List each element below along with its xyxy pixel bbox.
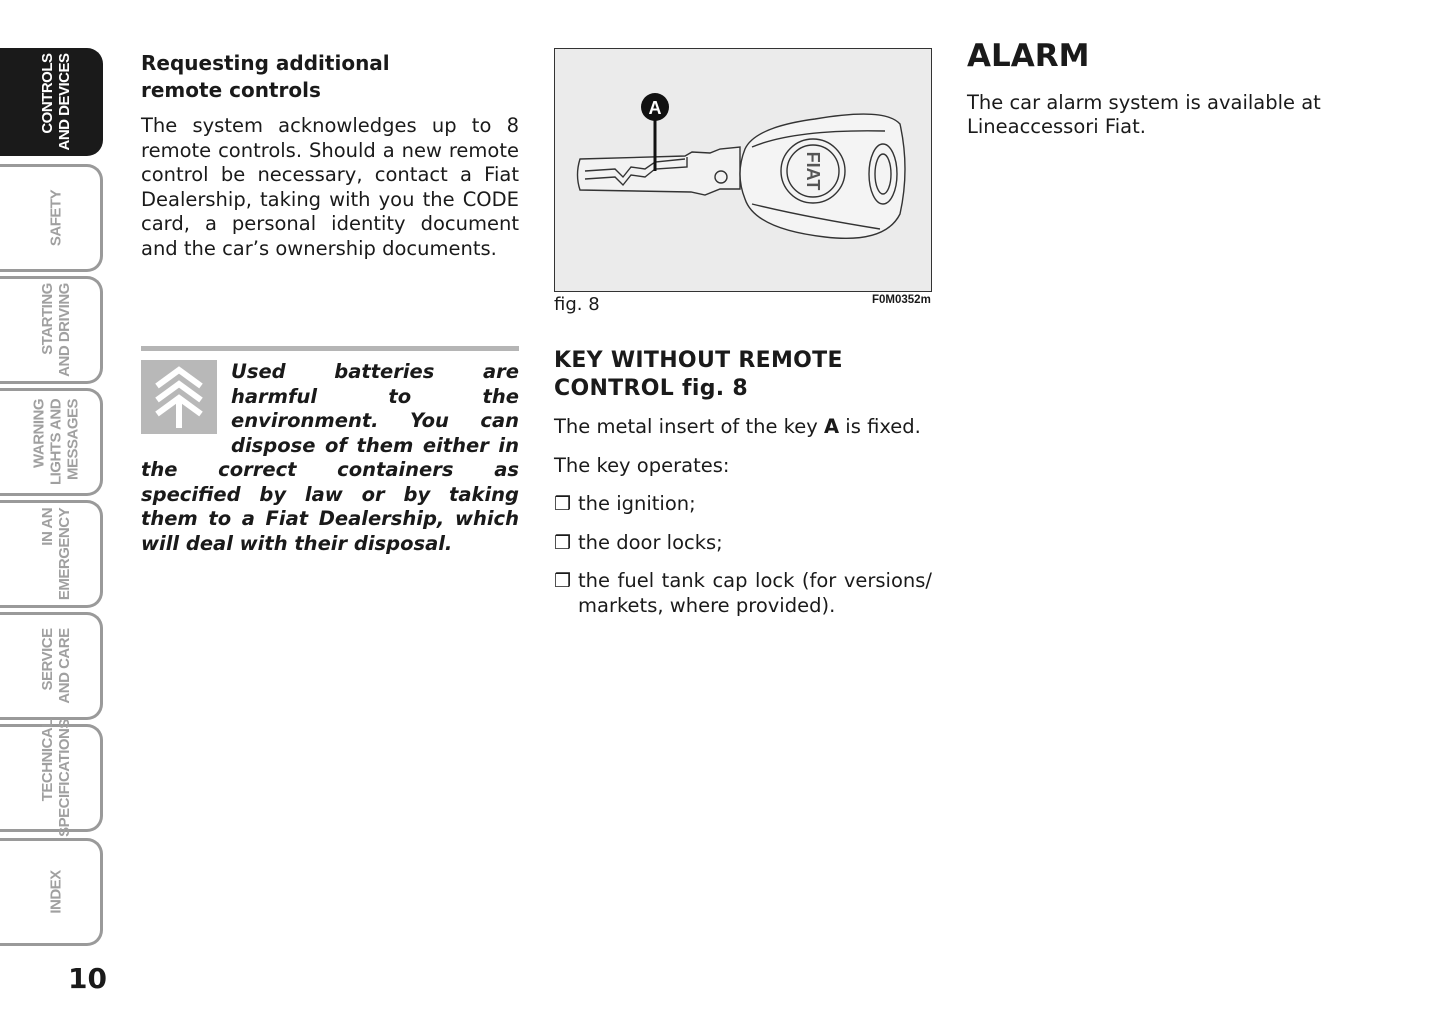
tab-label: CONTROLS AND DEVICES	[39, 53, 73, 151]
key-illustration	[555, 49, 930, 290]
list-item	[554, 492, 932, 517]
tab-in-an-emergency[interactable]	[0, 500, 103, 608]
divider	[141, 346, 519, 351]
text: is fixed.	[839, 415, 921, 438]
warning-text: Used batteries are harmful to the environment. You can dispose of them either in the correct containers as specified by law or by taking them to a Fiat Dealership, which will deal with their disposal.	[141, 360, 519, 555]
page-number: 10	[68, 962, 107, 995]
key-figure	[554, 48, 932, 292]
tab-label: SAFETY	[47, 189, 65, 247]
tab-starting-and-driving[interactable]	[0, 276, 103, 384]
list-item	[554, 569, 932, 618]
key-part-label: A	[824, 415, 840, 438]
tab-label: IN AN EMERGENCY	[39, 507, 73, 601]
tab-label: WARNING LIGHTS AND MESSAGES	[30, 398, 82, 486]
section-heading: KEY WITHOUT REMOTE CONTROL fig. 8	[554, 348, 843, 401]
section-title: ALARM	[967, 38, 1090, 74]
section-heading: Requesting additional remote controls	[141, 51, 390, 102]
tab-index[interactable]	[0, 838, 103, 946]
tab-warning-lights[interactable]	[0, 388, 103, 496]
list-item-text: the ignition;	[578, 492, 696, 515]
column-alarm	[967, 38, 1345, 154]
column-remote-controls	[141, 50, 519, 275]
checkbox-bullet-icon: ❒	[554, 531, 572, 554]
tab-safety[interactable]	[0, 164, 103, 272]
text: The metal insert of the key	[554, 415, 824, 438]
list-item	[554, 531, 932, 556]
tab-technical-specifications[interactable]	[0, 719, 103, 837]
tab-label: SERVICE AND CARE	[39, 628, 73, 704]
environment-icon	[141, 360, 217, 434]
body-text: The key operates:	[554, 453, 730, 477]
body-text: The system acknowledges up to 8 remote controls. Should a new remote control be necessary, contact a Fiat Dealership, taking with you the CODE card, a personal identity document and the car’s ownership documents.	[141, 114, 519, 260]
fiat-logo: FIAT	[803, 151, 823, 191]
list-item-text: the fuel tank cap lock (for versions/ markets, where provided).	[578, 569, 932, 617]
figure-code: F0M0352m	[872, 294, 931, 306]
body-text: The car alarm system is available at Lineaccessori Fiat.	[967, 90, 1321, 138]
environment-warning	[141, 360, 519, 556]
tab-controls-and-devices[interactable]	[0, 48, 103, 156]
checkbox-bullet-icon: ❒	[554, 570, 572, 592]
callout-a: A	[648, 98, 662, 118]
tab-label: STARTING AND DRIVING	[39, 283, 73, 377]
tab-label: INDEX	[47, 870, 65, 914]
tab-service-and-care[interactable]	[0, 612, 103, 720]
checkbox-bullet-icon: ❒	[554, 493, 572, 515]
tab-label: TECHNICAL SPECIFICATIONS	[39, 719, 73, 837]
list-item-text: the door locks;	[578, 530, 723, 554]
body-text	[554, 415, 932, 440]
figure-caption: fig. 8	[554, 294, 600, 315]
column-key	[554, 347, 932, 632]
